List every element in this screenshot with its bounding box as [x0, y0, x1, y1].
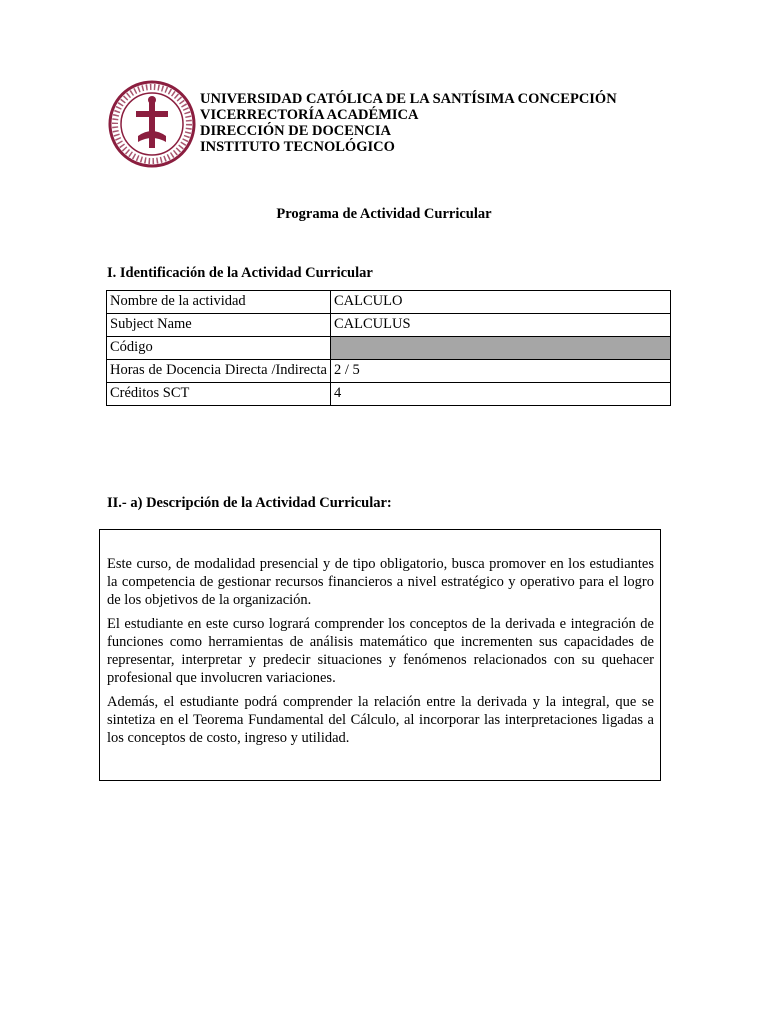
description-paragraph-3: Además, el estudiante podrá comprender la relación entre la derivada y la integral, que se sintetiza en el Teorema Fundamental del Cálculo, al incorporar las interpretaciones ligadas a los conceptos de costo, ingreso y utilidad. — [107, 694, 654, 746]
identification-table — [106, 290, 671, 406]
row-value-subject: CALCULUS — [331, 314, 671, 337]
row-value-horas: 2 / 5 — [331, 360, 671, 383]
row-label-codigo: Código — [107, 337, 331, 360]
table-row — [107, 291, 671, 314]
row-value-codigo — [331, 337, 671, 360]
heading-instituto: INSTITUTO TECNOLÓGICO — [200, 139, 395, 155]
table-row — [107, 337, 671, 360]
document-header — [108, 80, 708, 170]
description-box — [99, 529, 661, 781]
section1-title: I. Identificación de la Actividad Curricular — [107, 265, 373, 281]
table-row — [107, 314, 671, 337]
heading-vicerrectoria: VICERRECTORÍA ACADÉMICA — [200, 107, 419, 123]
row-label-subject: Subject Name — [107, 314, 331, 337]
heading-direccion: DIRECCIÓN DE DOCENCIA — [200, 123, 391, 139]
row-value-nombre: CALCULO — [331, 291, 671, 314]
row-label-nombre: Nombre de la actividad — [107, 291, 331, 314]
row-label-creditos: Créditos SCT — [107, 383, 331, 406]
heading-university: UNIVERSIDAD CATÓLICA DE LA SANTÍSIMA CONCEPCIÓN — [200, 91, 617, 107]
institution-heading — [200, 91, 617, 155]
document-title: Programa de Actividad Curricular — [276, 206, 492, 222]
table-row — [107, 383, 671, 406]
description-paragraph-1: Este curso, de modalidad presencial y de tipo obligatorio, busca promover en los estudiantes la competencia de gestionar recursos financieros a nivel estratégico y operativo para el logro de los objetivos de la organización. — [107, 556, 654, 608]
university-seal-icon — [108, 80, 196, 168]
row-value-creditos: 4 — [331, 383, 671, 406]
description-paragraph-2: El estudiante en este curso logrará comprender los conceptos de la derivada e integración de funciones como herramientas de análisis matemático que incrementen sus capacidades de representar, interpretar y predecir situaciones y fenómenos relacionados con su quehacer profesional que involucren variaciones. — [107, 616, 654, 686]
row-label-horas: Horas de Docencia Directa /Indirecta — [107, 360, 331, 383]
table-row — [107, 360, 671, 383]
section2-title: II.- a) Descripción de la Actividad Curricular: — [107, 495, 392, 511]
